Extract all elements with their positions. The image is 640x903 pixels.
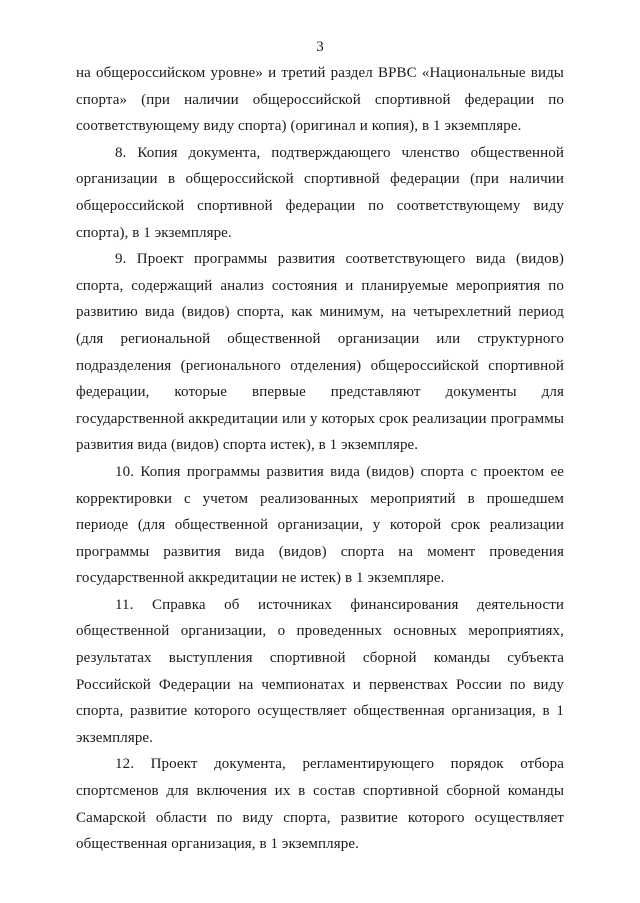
document-body — [76, 60, 564, 858]
page-number: 3 — [316, 39, 324, 55]
paragraph-item-12: 12. Проект документа, регламентирующего порядок отбора спортсменов для включения их в состав спортивной сборной команды Самарской области по виду спорта, развитие которого осуществляет общественная организация, в 1 экземпляре. — [76, 756, 564, 853]
paragraph-item-11: 11. Справка об источниках финансирования деятельности общественной организации, о проведенных основных мероприятиях, результатах выступления спортивной сборной команды субъекта Российской Федерации на чемпионатах и первенствах России по виду спорта, развитие которого осуществляет общественная организация, в 1 экземпляре. — [76, 596, 564, 746]
paragraph-item-8: 8. Копия документа, подтверждающего членство общественной организации в общероссийской спортивной федерации (при наличии общероссийской спортивной федерации по соответствующему виду спорта), в 1 экземпляре. — [76, 144, 564, 241]
paragraph-continuation: на общероссийском уровне» и третий раздел ВРВС «Национальные виды спорта» (при наличии общероссийской спортивной федерации по соответствующему виду спорта) (оригинал и копия), в 1 экземпляре. — [76, 65, 564, 135]
paragraph-item-9: 9. Проект программы развития соответствующего вида (видов) спорта, содержащий анализ состояния и планируемые мероприятия по развитию вида (видов) спорта, как минимум, на четырехлетний период (для региональной общественной организации или структурного подразделения (регионального отделения) общероссийской спортивной федерации, которые впервые представляют документы для государственной аккредитации или у которых срок реализации программы развития вида (видов) спорта истек), в 1 экземпляре. — [76, 251, 564, 454]
paragraph-item-10: 10. Копия программы развития вида (видов) спорта с проектом ее корректировки с учетом реализованных мероприятий в прошедшем периоде (для общественной организации, у которой срок реализации программы развития вида (видов) спорта на момент проведения государственной аккредитации не истек) в 1 экземпляре. — [76, 463, 564, 587]
